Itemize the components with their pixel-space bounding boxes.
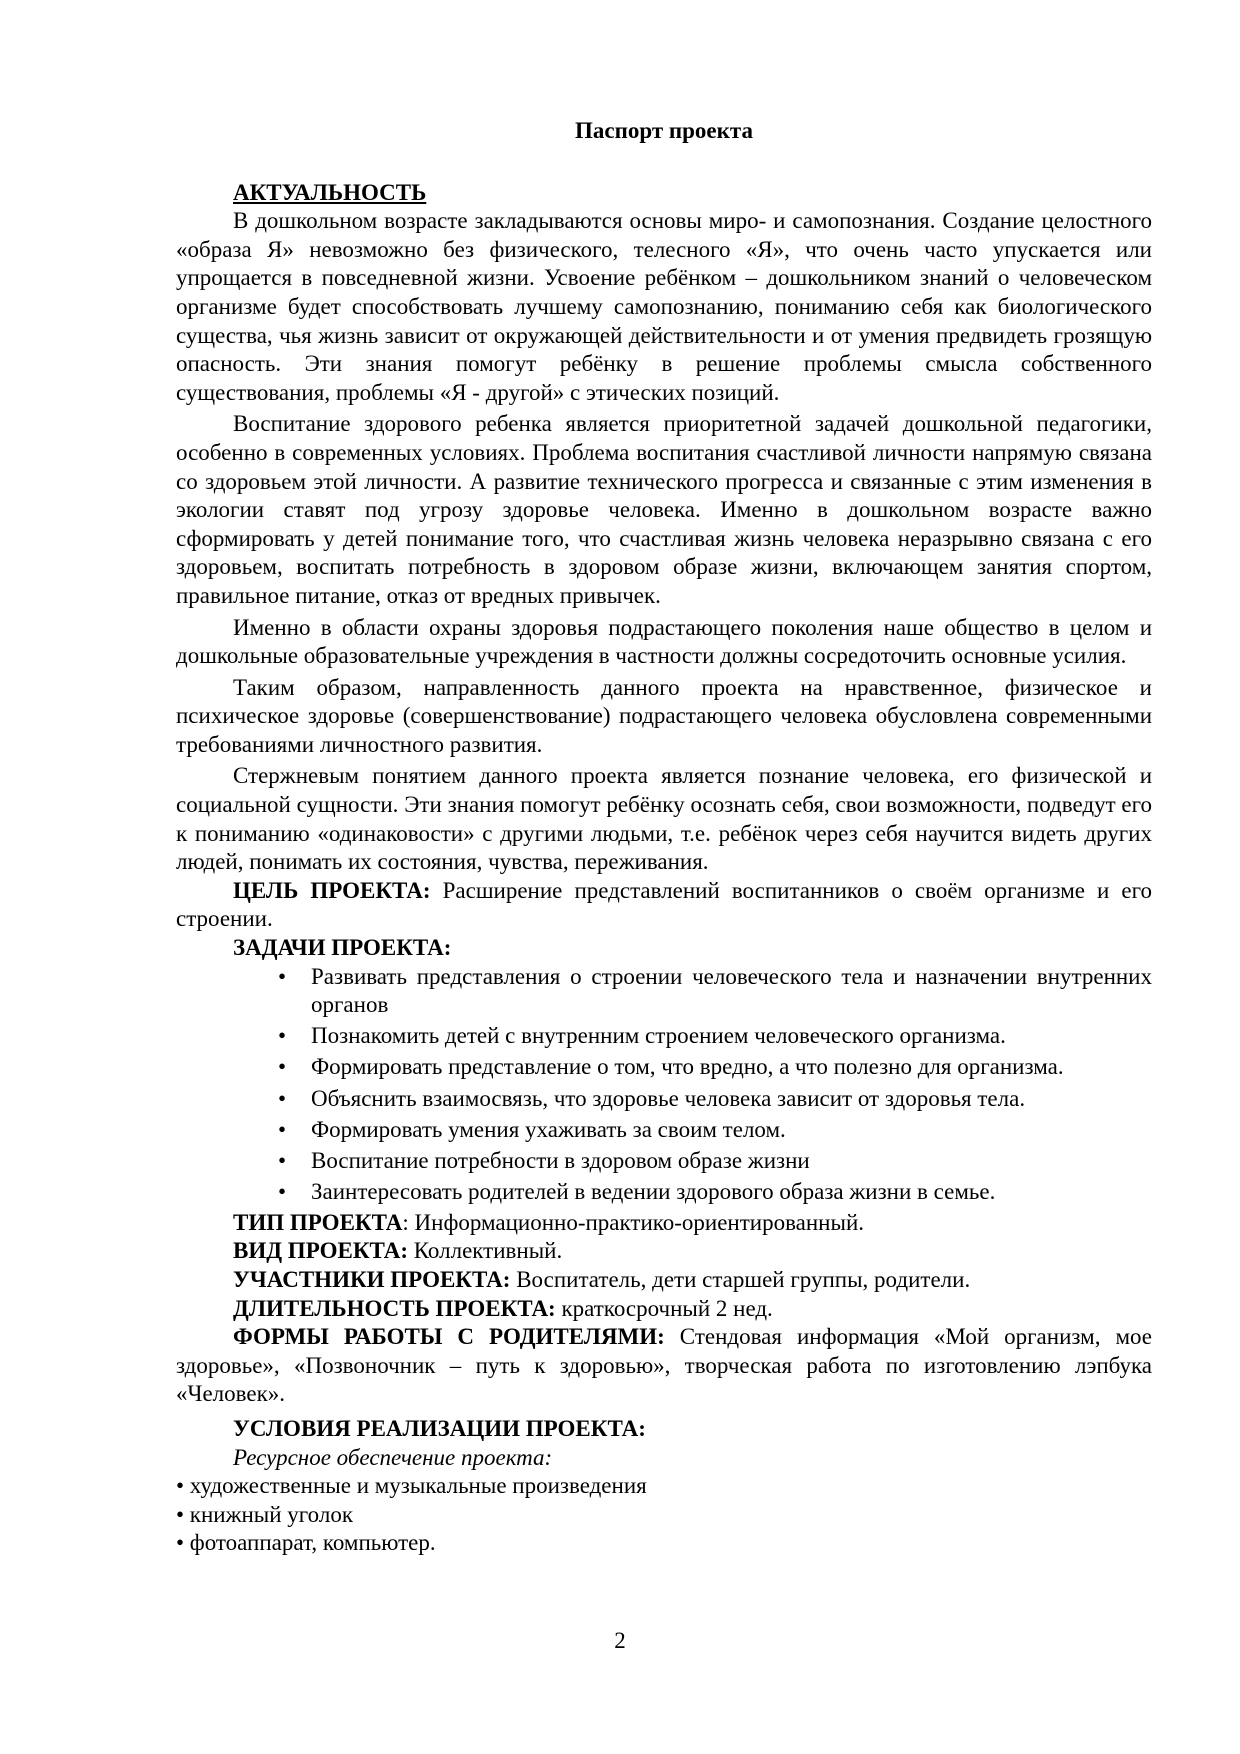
relevance-paragraph-1: В дошкольном возрасте закладываются основы миро- и самопознания. Создание целостного «образа Я» невозможно без физического, телесного «Я», что очень часто упускается или упрощается в повседневной жизни. Усвоение ребёнком – дошкольником знаний о человеческом организме будет способствовать лучшему самопознанию, пониманию себя как биологического существа, чья жизнь зависит от окружающей действительности и от умения предвидеть грозящую опасность. Эти знания помогут ребёнку в решение проблемы смысла собственного существования, проблемы «Я - другой» с этических позиций. — [176, 208, 1152, 405]
parents-work-label: ФОРМЫ РАБОТЫ С РОДИТЕЛЯМИ: — [233, 1324, 665, 1350]
duration-label: ДЛИТЕЛЬНОСТЬ ПРОЕКТА: — [233, 1295, 556, 1321]
resource-item: • книжный уголок — [176, 1501, 354, 1527]
task-item — [176, 1147, 1152, 1176]
bullet-icon: • — [278, 1178, 287, 1204]
bullet-icon: • — [278, 1054, 287, 1080]
bullet-icon: • — [278, 1085, 287, 1111]
task-text: Формировать представление о том, что вредно, а что полезно для организма. — [311, 1054, 1064, 1080]
task-text: Познакомить детей с внутренним строением человеческого организма. — [311, 1023, 1006, 1049]
tasks-heading: ЗАДАЧИ ПРОЕКТА: — [233, 935, 452, 961]
participants-label: УЧАСТНИКИ ПРОЕКТА: — [233, 1267, 511, 1293]
task-item — [176, 1178, 1152, 1207]
conditions-heading: УСЛОВИЯ РЕАЛИЗАЦИИ ПРОЕКТА: — [233, 1416, 646, 1442]
relevance-heading: АКТУАЛЬНОСТЬ — [233, 179, 427, 205]
kind-line — [176, 1237, 1152, 1266]
task-item — [176, 1053, 1152, 1082]
goal-text: Расширение представлений воспитанников о своём организме и его строении. — [176, 877, 1152, 932]
task-item — [176, 1116, 1152, 1145]
kind-label: ВИД ПРОЕКТА: — [233, 1238, 408, 1264]
participants-text: Воспитатель, дети старшей группы, родители. — [510, 1267, 971, 1293]
relevance-paragraph-2: Воспитание здорового ребенка является приоритетной задачей дошкольной педагогики, особенно в современных условиях. Проблема воспитания счастливой личности напрямую связана со здоровьем этой личности. А развитие технического прогресса и связанные с этим изменения в экологии ставят под угрозу здоровье человека. Именно в дошкольном возрасте важно сформировать у детей понимание того, что счастливая жизнь человека неразрывно связана с его здоровьем, воспитать потребность в здоровом образе жизни, включающем занятия спортом, правильное питание, отказ от вредных привычек. — [176, 411, 1152, 608]
type-text: : Информационно-практико-ориентированный. — [402, 1209, 864, 1235]
task-text: Воспитание потребности в здоровом образе жизни — [311, 1147, 810, 1173]
task-text: Развивать представления о строении человеческого тела и назначении внутренних органов — [311, 963, 1152, 1018]
bullet-icon: • — [278, 1116, 287, 1142]
resource-item: • фотоаппарат, компьютер. — [176, 1530, 436, 1556]
resource-item: • художественные и музыкальные произведения — [176, 1473, 647, 1499]
relevance-paragraph-4: Таким образом, направленность данного проекта на нравственное, физическое и психическое здоровье (совершенствование) подрастающего человека обусловлена современными требованиями личностного развития. — [176, 674, 1152, 757]
kind-text: Коллективный. — [407, 1238, 563, 1264]
page-content — [176, 117, 1152, 1558]
task-item — [176, 963, 1152, 1020]
task-text: Объяснить взаимосвязь, что здоровье человека зависит от здоровья тела. — [311, 1085, 1026, 1111]
bullet-icon: • — [278, 1147, 287, 1173]
goal-paragraph — [176, 877, 1152, 934]
task-text: Формировать умения ухаживать за своим телом. — [311, 1116, 786, 1142]
bullet-icon: • — [278, 1023, 287, 1049]
task-text: Заинтересовать родителей в ведении здорового образа жизни в семье. — [311, 1178, 996, 1204]
relevance-paragraph-5: Стержневым понятием данного проекта является познание человека, его физической и социальной сущности. Эти знания помогут ребёнку осознать себя, свои возможности, подведут его к пониманию «одинаковости» с другими людьми, т.е. ребёнок через себя научится видеть других людей, понимать их состояния, чувства, переживания. — [176, 763, 1152, 875]
type-line — [176, 1209, 1152, 1238]
duration-line — [176, 1295, 1152, 1324]
parents-work-paragraph — [176, 1323, 1152, 1409]
goal-label: ЦЕЛЬ ПРОЕКТА: — [233, 877, 431, 903]
page-number: 2 — [614, 1628, 626, 1653]
page-title: Паспорт проекта — [575, 118, 753, 143]
parents-work-text: Стендовая информация «Мой организм, мое здоровье», «Позвоночник – путь к здоровью», творческая работа по изготовлению лэпбука «Человек». — [176, 1324, 1152, 1407]
bullet-icon: • — [278, 963, 287, 989]
task-item — [176, 1085, 1152, 1114]
tasks-list — [176, 963, 1152, 1207]
relevance-paragraph-3: Именно в области охраны здоровья подрастающего поколения наше общество в целом и дошкольные образовательные учреждения в частности должны сосредоточить основные усилия. — [176, 614, 1152, 669]
duration-text: краткосрочный 2 нед. — [555, 1295, 773, 1321]
participants-line — [176, 1266, 1152, 1295]
resources-subheading: Ресурсное обеспечение проекта: — [233, 1444, 553, 1470]
task-item — [176, 1022, 1152, 1051]
type-label: ТИП ПРОЕКТА — [233, 1209, 403, 1235]
